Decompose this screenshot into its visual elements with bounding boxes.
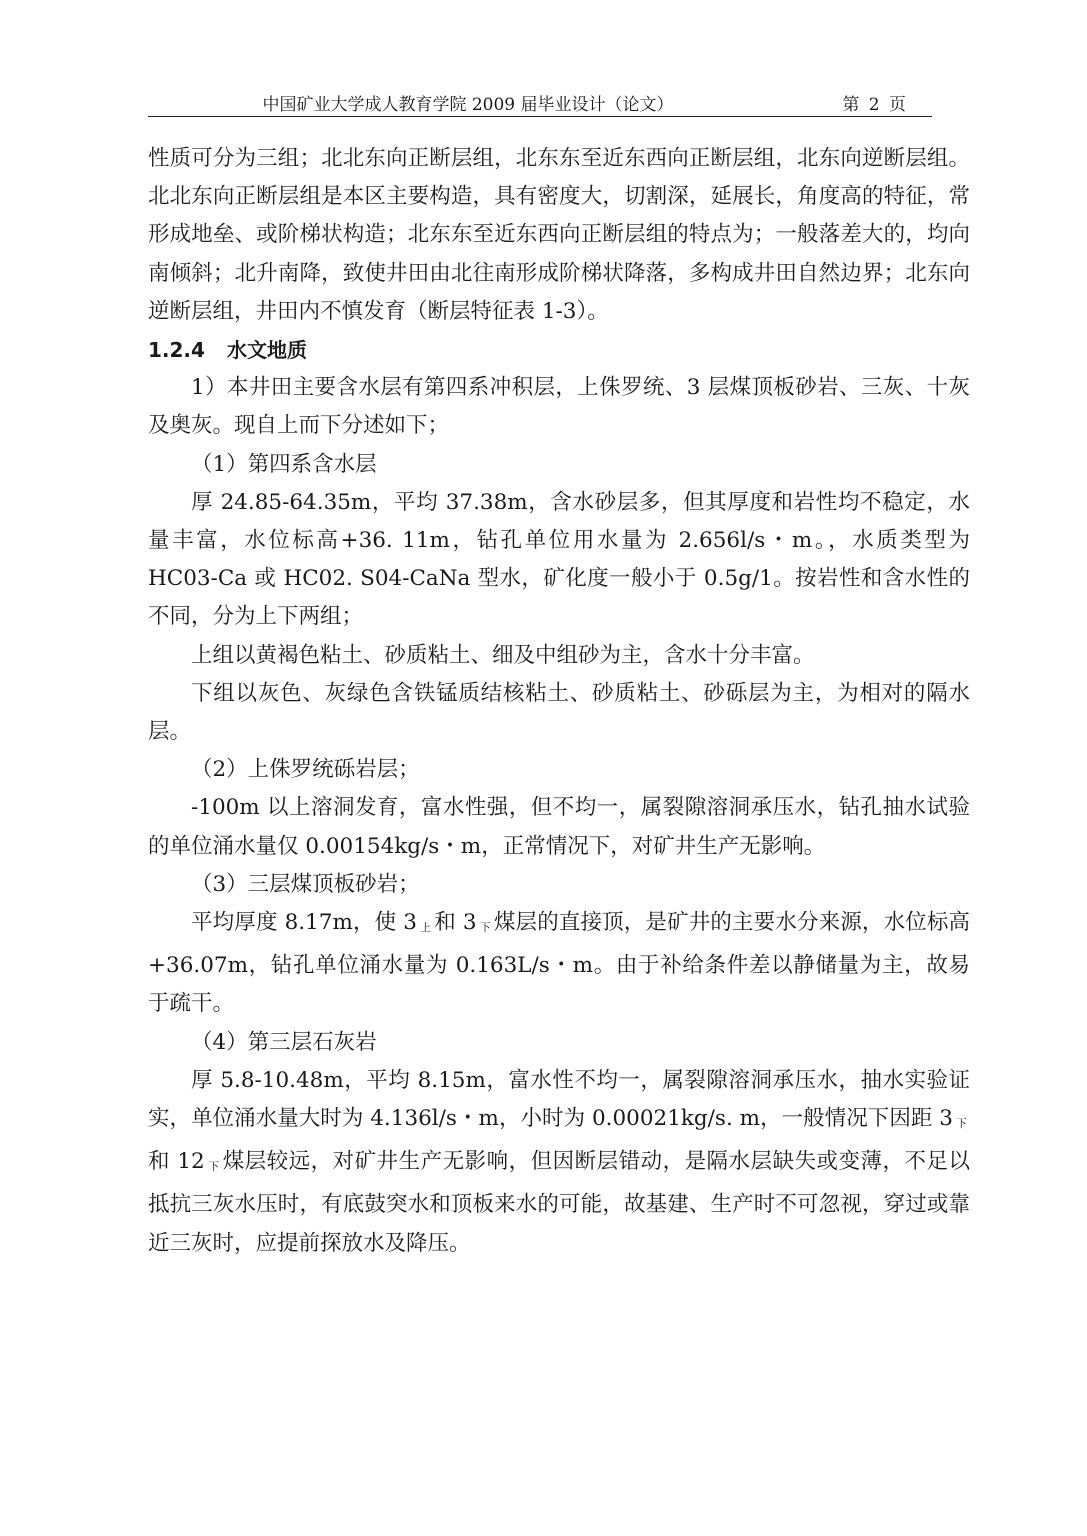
continuation-paragraph: 性质可分为三组；北北东向正断层组，北东东至近东西向正断层组，北东向逆断层组。北北东向正断层组是本区主要构造，具有密度大，切割深，延展长，角度高的特征，常形成地垒、或阶梯状构造；北东东至近东西向正断层组的特点为；一般落差大的，均向南倾斜；北升南降，致使井田由北往南形成阶梯状降落，多构成井田自然边界；北东向逆断层组，井田内不慎发育（断层特征表 1-3）。 xyxy=(148,146,970,324)
subscript-upper: 上 xyxy=(419,921,432,935)
subsection-2-body: -100m 以上溶洞发育，富水性强，但不均一，属裂隙溶洞承压水，钻孔抽水试验的单位涌水量仅 0.00154kg/s・m，正常情况下，对矿井生产无影响。 xyxy=(148,795,970,859)
subsection-3-body xyxy=(148,904,970,1024)
subsection-1-lower-group: 下组以灰色、灰绿色含铁锰质结核粘土、砂质粘土、砂砾层为主，为相对的隔水层。 xyxy=(148,680,970,745)
section-number: 1.2.4 xyxy=(148,338,205,363)
subsection-4-text-b: 和 12 xyxy=(148,1149,205,1175)
subscript-lower: 下 xyxy=(479,921,491,935)
subsection-4-text-c: 煤层较远，对矿井生产无影响，但因断层错动，是隔水层缺失或变薄，不足以抵抗三灰水压时，有底鼓突水和顶板来水的可能，故基建、生产时不可忽视，穿过或靠近三灰时，应提前探放水及降压。 xyxy=(148,1149,970,1256)
subsection-4-title: （4）第三层石灰岩 xyxy=(191,1029,377,1055)
subsection-3-text-b: 和 3 xyxy=(434,910,477,936)
subsection-1-upper-group: 上组以黄褐色粘土、砂质粘土、细及中组砂为主，含水十分丰富。 xyxy=(191,642,815,668)
body-text xyxy=(148,140,970,1263)
subscript-lower-a: 下 xyxy=(955,1117,968,1131)
subsection-3-title: （3）三层煤顶板砂岩； xyxy=(191,871,420,897)
subsection-4-text-a: 厚 5.8-10.48m，平均 8.15m，富水性不均一，属裂隙溶洞承压水，抽水实验证实，单位涌水量大时为 4.136l/s・m，小时为 0.00021kg/s. m，一般情况下因距 3 xyxy=(148,1067,970,1132)
subsection-4-body xyxy=(148,1062,970,1263)
section-title: 水文地质 xyxy=(226,338,307,363)
header-title: 中国矿业大学成人教育学院 2009 届毕业设计（论文） xyxy=(262,95,674,115)
subsection-1-title: （1）第四系含水层 xyxy=(191,451,377,477)
subsection-3-text-a: 平均厚度 8.17m，使 3 xyxy=(191,910,417,936)
page-number: 第 2 页 xyxy=(842,95,908,115)
section-heading xyxy=(148,331,970,369)
intro-paragraph: 1）本井田主要含水层有第四系冲积层，上侏罗统、3 层煤顶板砂岩、三灰、十灰及奥灰。现自上而下分述如下； xyxy=(148,375,970,439)
subsection-1-body: 厚 24.85-64.35m，平均 37.38m，含水砂层多，但其厚度和岩性均不稳定，水量丰富，水位标高+36. 11m，钻孔单位用水量为 2.656l/s・m。，水质类型为 HC03-Ca 或 HC02. S04-CaNa 型水，矿化度一般小于 0.5g/1。按岩性和含水性的不同，分为上下两组； xyxy=(148,489,970,630)
running-header xyxy=(148,88,932,117)
subscript-lower-b: 下 xyxy=(207,1160,220,1174)
subsection-2-title: （2）上侏罗统砾岩层； xyxy=(191,757,420,783)
subsection-3-text-c: 煤层的直接顶，是矿井的主要水分来源，水位标高+36.07m，钻孔单位涌水量为 0.163L/s・m。由于补给条件差以静储量为主，故易于疏干。 xyxy=(148,910,971,1017)
